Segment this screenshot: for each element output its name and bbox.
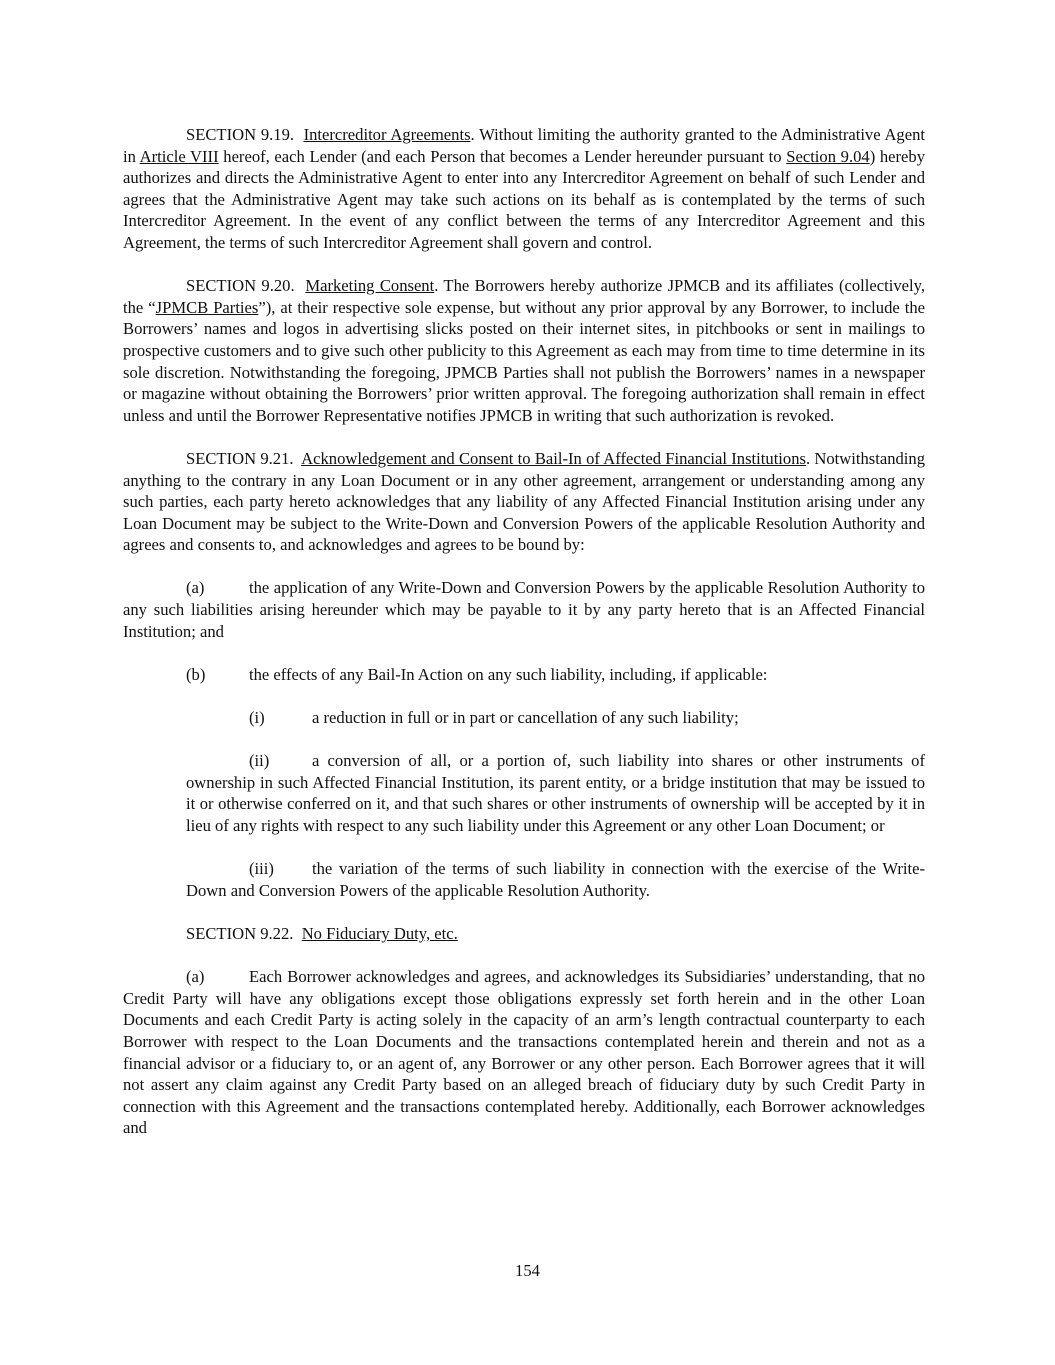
page-number: 154 [515,1261,540,1280]
section-title: No Fiduciary Duty, etc. [301,923,458,943]
clause-a: (a) Each Borrower acknowledges and agrees, and acknowledges its Subsidiaries’ understanding, that no Credit Party will have any obligations except those obligations expressly set forth herein and in the other Loan Documents and each Credit Party is acting solely in the capacity of an arm’s length contractual counterparty to each Borrower with respect to the Loan Documents and the transactions contemplated herein and therein and not as a financial advisor or a fiduciary to, or an agent of, any Borrower or any other person. Each Borrower agrees that it will not assert any claim against any Credit Party based on an alleged breach of fiduciary duty by such Credit Party in connection with this Agreement and the transactions contemplated hereby. Additionally, each Borrower acknowledges and [123,967,925,1138]
clause-label: (iii) [249,859,274,879]
clause-b: (b) the effects of any Bail-In Action on any such liability, including, if applicable: [186,664,768,684]
clause-label: (ii) [249,751,270,771]
clause-label: (i) [249,708,265,728]
clause-label: (a) [186,578,205,598]
section-title: Acknowledgement and Consent to Bail-In of Affected Financial Institutions [301,448,806,468]
section-9-20: SECTION 9.20. Marketing Consent. The Borrowers hereby authorize JPMCB and its affiliates (collectively, the “JPMCB Parties”), at their respective sole expense, but without any prior approval by any Borrower, to include the Borrowers’ names and logos in advertising slicks posted on their internet sites, in pitchbooks or sent in mailings to prospective customers and to give such other publicity to this Agreement as each may from time to time determine in its sole discretion. Notwithstanding the foregoing, JPMCB Parties shall not publish the Borrowers’ names in a newspaper or magazine without obtaining the Borrowers’ prior written approval. The foregoing authorization shall remain in effect unless and until the Borrower Representative notifies JPMCB in writing that such authorization is revoked. [123,276,926,425]
clause-label: (b) [186,664,206,684]
section-number: SECTION 9.19. [186,125,295,144]
clause-label: (a) [186,967,205,987]
clause-ii: (ii) a conversion of all, or a portion of, such liability into shares or other instruments of ownership in such Affected Financial Institution, its parent entity, or a bridge institution that may be issued to it or otherwise conferred on it, and that such shares or other instruments of ownership will be accepted by it in lieu of any rights with respect to any such liability under this Agreement or any other Loan Document; or [186,751,925,835]
section-number: SECTION 9.21. [186,448,294,468]
cross-reference: Section 9.04 [786,146,870,166]
defined-term: JPMCB Parties [155,297,259,317]
section-number: SECTION 9.22. [186,923,294,943]
section-9-19: SECTION 9.19. Intercreditor Agreements. Without limiting the authority granted to the Administrative Agent in Article VIII hereof, each Lender (and each Person that becomes a Lender hereunder pursuant to Section 9.04) hereby authorizes and directs the Administrative Agent to enter into any Intercreditor Agreement on behalf of such Lender and agrees that the Administrative Agent may take such actions on its behalf as is contemplated by the terms of such Intercreditor Agreement. In the event of any conflict between the terms of any Intercreditor Agreement and this Agreement, the terms of such Intercreditor Agreement shall govern and control. [123,125,926,252]
clause-a: (a) the application of any Write-Down and Conversion Powers by the applicable Resolution Authority to any such liabilities arising hereunder which may be payable to it by any party hereto that is an Affected Financial Institution; and [123,578,925,641]
cross-reference: Article VIII [139,146,219,166]
section-title: Intercreditor Agreements [303,125,471,144]
clause-i: (i) a reduction in full or in part or cancellation of any such liability; [249,708,739,728]
section-title: Marketing Consent [305,276,435,296]
section-9-21: SECTION 9.21. Acknowledgement and Consent to Bail-In of Affected Financial Institutions. Notwithstanding anything to the contrary in any Loan Document or in any other agreement, arrangement or understanding among any such parties, each party hereto acknowledges that any liability of any Affected Financial Institution arising under any Loan Document may be subject to the Write-Down and Conversion Powers of the applicable Resolution Authority and agrees and consents to, and acknowledges and agrees to be bound by: [123,448,926,555]
document-page [123,124,925,1139]
section-number: SECTION 9.20. [186,276,295,296]
clause-iii: (iii) the variation of the terms of such liability in connection with the exercise of the Write-Down and Conversion Powers of the applicable Resolution Authority. [186,859,925,900]
section-9-22 [123,923,925,945]
